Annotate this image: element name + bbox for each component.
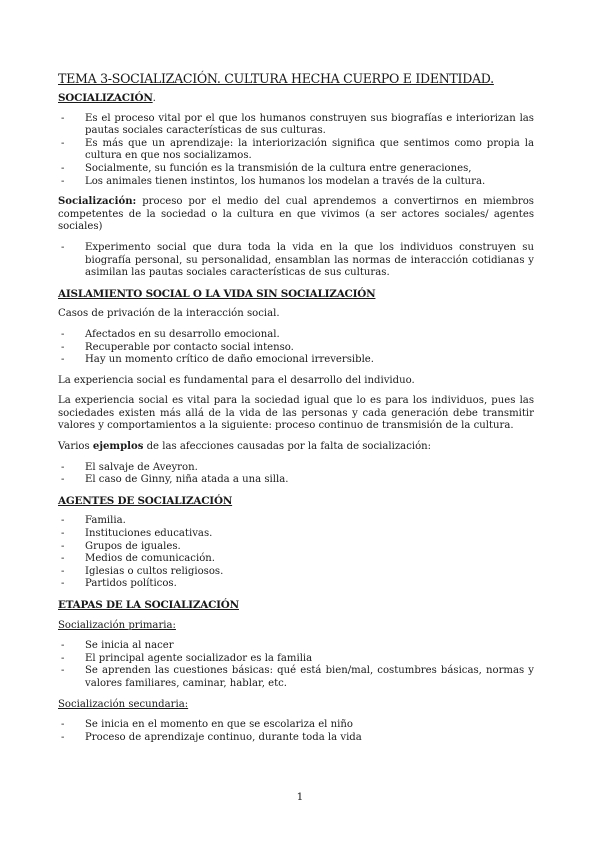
section-heading-text: SOCIALIZACIÓN (58, 92, 153, 104)
list-item-text: Familia. (85, 515, 126, 527)
list-item (58, 242, 534, 280)
list-item (58, 515, 534, 528)
page-number: 1 (296, 791, 304, 803)
list-item (58, 462, 534, 475)
experimento-list (58, 242, 534, 280)
list-item (58, 553, 534, 566)
subheading-secundaria: Socialización secundaria: (58, 698, 189, 710)
list-item (58, 163, 534, 176)
list-item-text: El principal agente socializador es la familia (85, 652, 313, 664)
list-item-text: Medios de comunicación. (85, 553, 215, 565)
list-item (58, 329, 534, 342)
list-dash: - (61, 528, 65, 540)
heading-period: . (152, 92, 156, 104)
socializacion-definition (58, 196, 534, 234)
list-item-text: El caso de Ginny, niña atada a una silla. (85, 474, 289, 486)
list-dash: - (61, 665, 65, 677)
list-dash: - (61, 719, 65, 731)
list-item-text: Los animales tienen instintos, los humanos los modelan a través de la cultura. (85, 175, 486, 187)
paragraph-text: Varios (58, 441, 93, 453)
list-dash: - (61, 565, 65, 577)
document-title: TEMA 3-SOCIALIZACIÓN. CULTURA HECHA CUERPO E IDENTIDAD. (58, 71, 494, 86)
list-dash: - (61, 652, 65, 664)
list-item (58, 653, 534, 666)
list-item (58, 138, 534, 163)
list-item-text: Recuperable por contacto social intenso. (85, 341, 294, 353)
agentes-list (58, 515, 534, 591)
page-content (58, 71, 534, 752)
list-dash: - (61, 112, 65, 124)
list-item (58, 113, 534, 138)
list-dash: - (61, 640, 65, 652)
list-dash: - (61, 474, 65, 486)
list-item (58, 566, 534, 579)
aislamiento-intro: Casos de privación de la interacción social. (58, 308, 280, 320)
list-item (58, 342, 534, 355)
list-dash: - (61, 137, 65, 149)
ejemplos-bold: ejemplos (92, 441, 144, 453)
list-item (58, 719, 534, 732)
list-dash: - (61, 341, 65, 353)
list-dash: - (61, 731, 65, 743)
list-item-text: Experimento social que dura toda la vida en la que los individuos construyen su biografía personal, su personalidad, ensamblan las normas de interacción cotidianas y asimilan las pautas sociales características de sus culturas. (85, 241, 534, 279)
paragraph-text: de las afecciones causadas por la falta de socialización: (143, 441, 432, 453)
subheading-primaria: Socialización primaria: (58, 619, 176, 631)
list-item-text: Iglesias o cultos religiosos. (85, 565, 224, 577)
list-item-text: Se aprenden las cuestiones básicas: qué está bien/mal, costumbres básicas, normas y valores familiares, caminar, hablar, etc. (85, 665, 534, 689)
list-item (58, 732, 534, 745)
list-item-text: Grupos de iguales. (85, 540, 181, 552)
list-dash: - (61, 354, 65, 366)
list-item (58, 474, 534, 487)
list-dash: - (61, 578, 65, 590)
section-heading-agentes: AGENTES DE SOCIALIZACIÓN (58, 494, 233, 507)
list-item-text: Se inicia al nacer (85, 640, 174, 652)
list-item-text: Hay un momento crítico de daño emocional irreversible. (85, 354, 374, 366)
list-item-text: Partidos políticos. (85, 578, 177, 590)
list-item-text: Es el proceso vital por el que los humanos construyen sus biografías e interiorizan las pautas sociales características de sus culturas. (85, 112, 534, 137)
definition-text: proceso por el medio del cual aprendemos a convertirnos en miembros competentes de la sociedad o la cultura en que vivimos (a ser actores sociales/ agentes sociales) (58, 196, 534, 233)
list-dash: - (61, 241, 65, 253)
secundaria-list (58, 719, 534, 744)
socializacion-list (58, 113, 534, 189)
primaria-list (58, 640, 534, 690)
list-item (58, 578, 534, 591)
paragraph-experiencia-individuo: La experiencia social es fundamental para el desarrollo del individuo. (58, 374, 415, 386)
paragraph-experiencia-sociedad: La experiencia social es vital para la sociedad igual que lo es para los individuos, pues las sociedades existen más allá de la vida de las personas y cada generación debe transmitir valores y comportamientos a la siguiente: proceso continuo de transmisión de la cultura. (58, 395, 534, 432)
section-heading-socializacion (58, 92, 534, 105)
aislamiento-list (58, 329, 534, 367)
list-item-text: Socialmente, su función es la transmisión de la cultura entre generaciones, (85, 162, 472, 174)
list-item-text: Se inicia en el momento en que se escolariza el niño (85, 719, 353, 731)
list-dash: - (61, 540, 65, 552)
list-item-text: Proceso de aprendizaje continuo, durante toda la vida (85, 731, 362, 743)
paragraph-ejemplos (58, 441, 534, 454)
list-item-text: Instituciones educativas. (85, 528, 213, 540)
definition-term: Socialización: (58, 196, 137, 208)
ejemplos-list (58, 462, 534, 487)
list-dash: - (61, 175, 65, 187)
section-heading-aislamiento: AISLAMIENTO SOCIAL O LA VIDA SIN SOCIALIZACIÓN (58, 287, 376, 300)
list-item-text: Afectados en su desarrollo emocional. (85, 328, 280, 340)
list-dash: - (61, 515, 65, 527)
list-dash: - (61, 553, 65, 565)
list-item (58, 528, 534, 541)
list-item (58, 176, 534, 189)
list-item (58, 541, 534, 554)
list-item (58, 640, 534, 653)
list-dash: - (61, 162, 65, 174)
section-heading-etapas: ETAPAS DE LA SOCIALIZACIÓN (58, 599, 239, 611)
list-dash: - (61, 328, 65, 340)
list-item (58, 665, 534, 690)
list-item-text: El salvaje de Aveyron. (85, 461, 198, 473)
list-dash: - (61, 461, 65, 473)
list-item-text: Es más que un aprendizaje: la interiorización significa que sentimos como propia la cultura en que nos socializamos. (85, 137, 534, 162)
list-item (58, 354, 534, 367)
